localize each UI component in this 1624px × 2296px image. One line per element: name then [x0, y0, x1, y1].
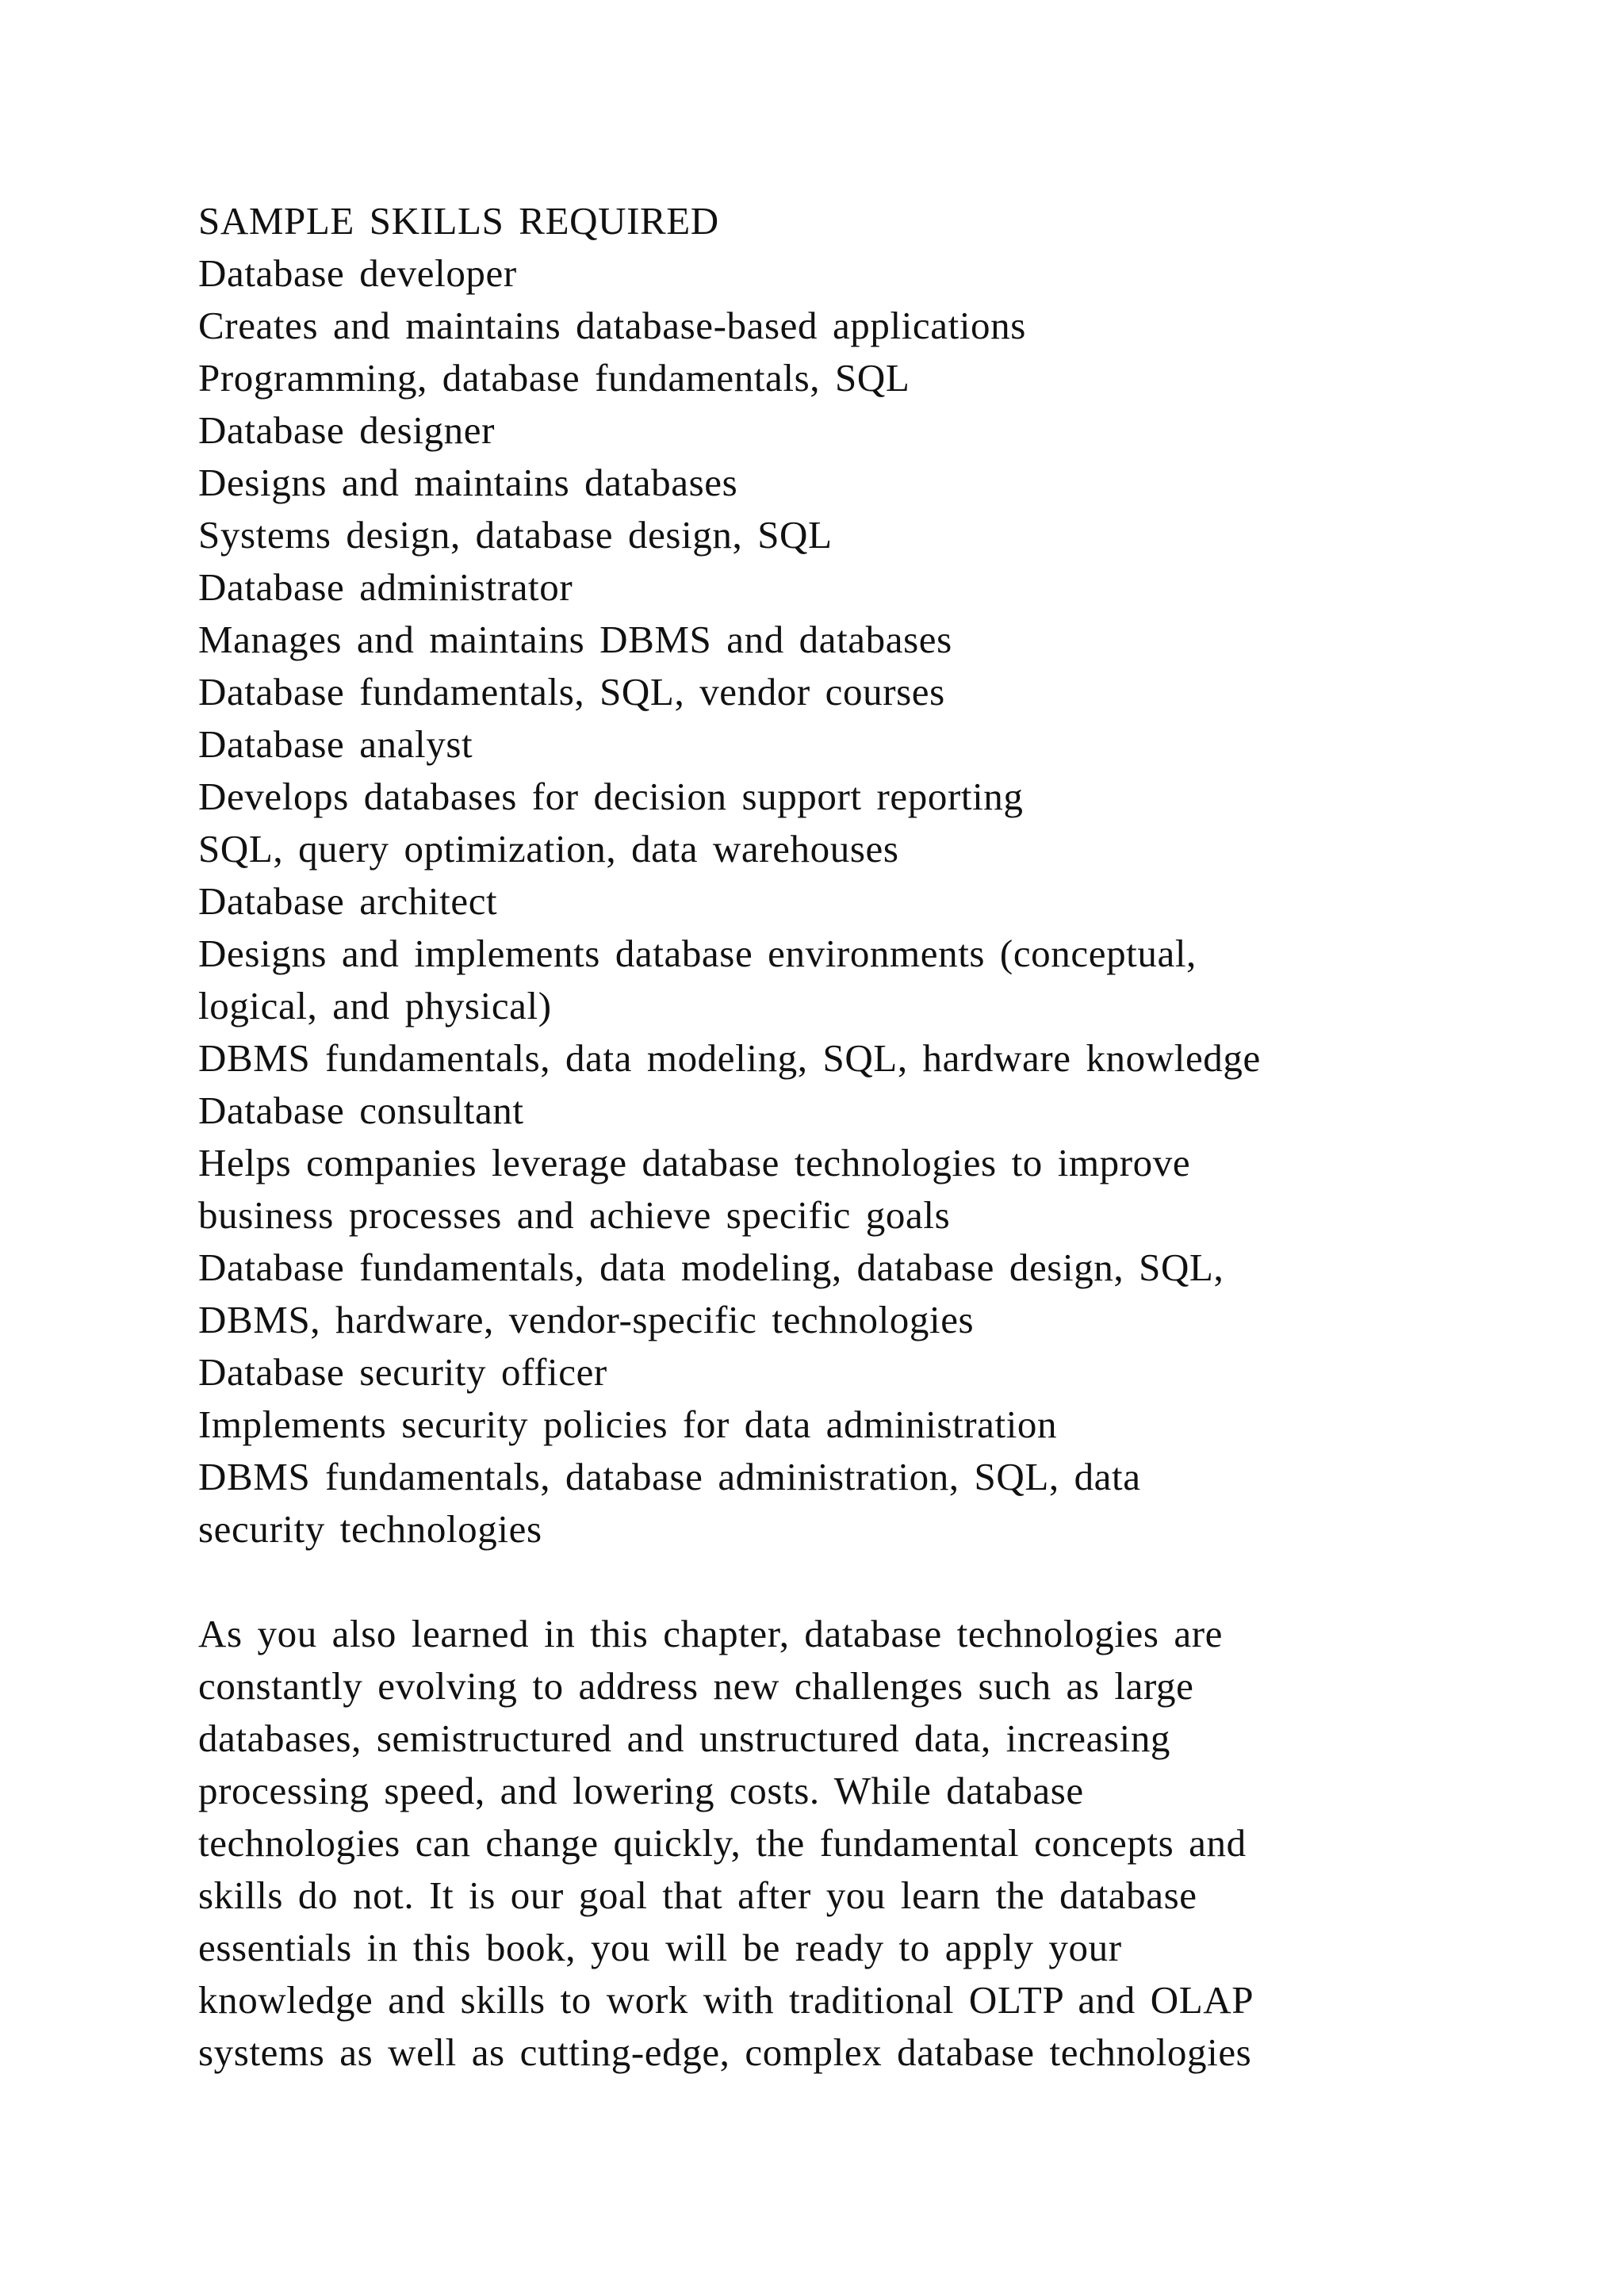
- text-line: Database security officer: [198, 1350, 607, 1394]
- text-line: Database architect: [198, 879, 498, 923]
- paragraph-spacer: [198, 1556, 1546, 1608]
- paragraph-line: processing speed, and lowering costs. While database: [198, 1769, 1084, 1812]
- text-line: Database administrator: [198, 565, 573, 609]
- text-line: SQL, query optimization, data warehouses: [198, 827, 899, 871]
- text-line: Implements security policies for data administration: [198, 1402, 1058, 1446]
- paragraph-line: essentials in this book, you will be ready to apply your: [198, 1926, 1122, 1969]
- text-line: Database analyst: [198, 722, 473, 766]
- paragraph-line: systems as well as cutting-edge, complex database technologies: [198, 2030, 1252, 2074]
- text-line: Database fundamentals, data modeling, database design, SQL,: [198, 1246, 1224, 1289]
- document-text: [198, 195, 1546, 2079]
- text-line: Manages and maintains DBMS and databases: [198, 618, 952, 661]
- paragraph-line: technologies can change quickly, the fundamental concepts and: [198, 1821, 1247, 1865]
- paragraph-line: As you also learned in this chapter, database technologies are: [198, 1612, 1224, 1655]
- text-line: DBMS fundamentals, data modeling, SQL, hardware knowledge: [198, 1036, 1261, 1080]
- text-line: Database fundamentals, SQL, vendor courses: [198, 670, 945, 714]
- text-line: Systems design, database design, SQL: [198, 513, 833, 557]
- text-line: Helps companies leverage database technologies to improve: [198, 1141, 1191, 1184]
- heading: SAMPLE SKILLS REQUIRED: [198, 199, 719, 243]
- text-line: Database designer: [198, 408, 496, 452]
- text-line: business processes and achieve specific goals: [198, 1193, 951, 1237]
- text-line: DBMS, hardware, vendor-specific technologies: [198, 1298, 975, 1341]
- paragraph-line: skills do not. It is our goal that after you learn the database: [198, 1873, 1197, 1917]
- text-line: Database consultant: [198, 1089, 524, 1132]
- text-line: security technologies: [198, 1507, 542, 1551]
- text-line: Database developer: [198, 251, 517, 295]
- text-line: logical, and physical): [198, 984, 552, 1027]
- text-line: Designs and maintains databases: [198, 461, 738, 504]
- paragraph-line: constantly evolving to address new challenges such as large: [198, 1664, 1194, 1708]
- text-line: Designs and implements database environments (conceptual,: [198, 932, 1197, 975]
- paragraph-line: knowledge and skills to work with traditional OLTP and OLAP: [198, 1978, 1254, 2022]
- text-line: Programming, database fundamentals, SQL: [198, 356, 910, 400]
- text-line: DBMS fundamentals, database administration, SQL, data: [198, 1455, 1141, 1498]
- text-line: Creates and maintains database-based applications: [198, 304, 1026, 347]
- paragraph-line: databases, semistructured and unstructured data, increasing: [198, 1716, 1171, 1760]
- text-line: Develops databases for decision support reporting: [198, 775, 1024, 818]
